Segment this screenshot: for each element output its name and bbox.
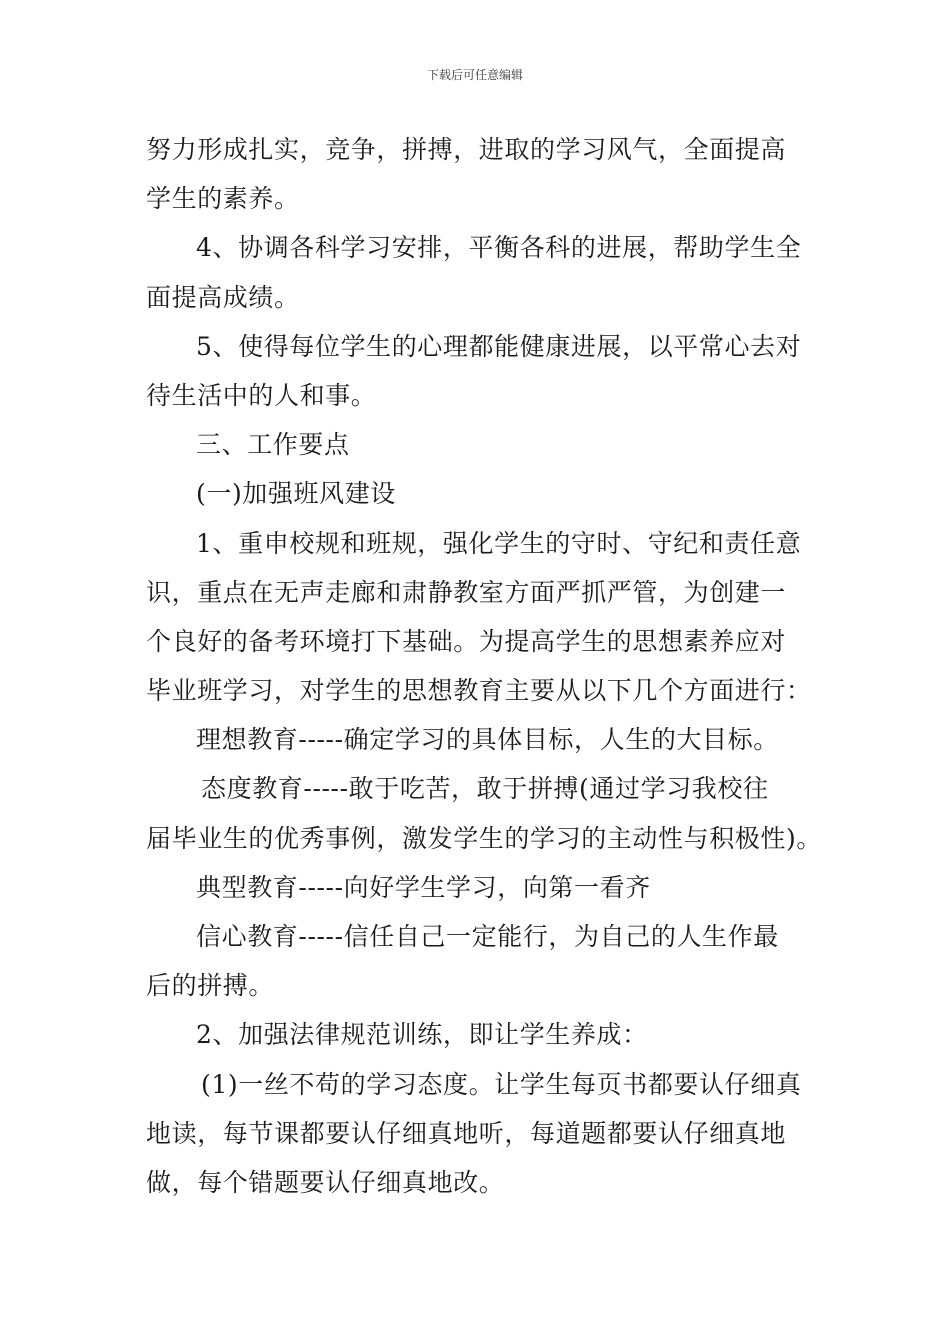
paragraph-line: 典型教育-----向好学生学习，向第一看齐 (196, 872, 651, 902)
paragraph-line: 个良好的备考环境打下基础。为提高学生的思想素养应对 (146, 626, 787, 656)
paragraph-line: 做，每个错题要认仔细真地改。 (146, 1167, 505, 1197)
paragraph-line: 1、重申校规和班规，强化学生的守时、守纪和责任意 (196, 528, 802, 558)
paragraph-line: 态度教育-----敢于吃苦，敢于拼搏(通过学习我校往 (201, 774, 769, 804)
paragraph-line: 后的拼搏。 (146, 971, 275, 1001)
paragraph-line: 面提高成绩。 (146, 282, 300, 312)
paragraph-line: 信心教育-----信任自己一定能行，为自己的人生作最 (196, 922, 779, 951)
paragraph-line: 学生的素养。 (146, 184, 300, 214)
paragraph-line: 理想教育-----确定学习的具体目标，人生的大目标。 (196, 725, 779, 755)
paragraph-line: 2、加强法律规范训练，即让学生养成： (196, 1020, 648, 1050)
paragraph-line: 待生活中的人和事。 (146, 380, 377, 410)
subsection-heading: (一)加强班风建设 (196, 479, 396, 509)
header-note: 下载后可任意编辑 (426, 68, 523, 82)
paragraph-line: 5、使得每位学生的心理都能健康进展，以平常心去对 (196, 331, 802, 361)
paragraph-line: 4、协调各科学习安排，平衡各科的进展，帮助学生全 (196, 233, 802, 263)
paragraph-line: 地读，每节课都要认仔细真地听，每道题都要认仔细真地 (146, 1118, 787, 1148)
body-text (146, 125, 822, 1207)
paragraph-line: (1)一丝不苟的学习态度。让学生每页书都要认仔细真 (201, 1069, 802, 1099)
paragraph-line: 努力形成扎实，竞争，拼搏，进取的学习风气，全面提高 (146, 135, 787, 164)
paragraph-line: 届毕业生的优秀事例，激发学生的学习的主动性与积极性)。 (146, 823, 822, 853)
paragraph-line: 识，重点在无声走廊和肃静教室方面严抓严管，为创建一 (146, 577, 787, 607)
paragraph-line: 毕业班学习，对学生的思想教育主要从以下几个方面进行： (146, 676, 812, 706)
section-heading: 三、工作要点 (196, 430, 350, 460)
